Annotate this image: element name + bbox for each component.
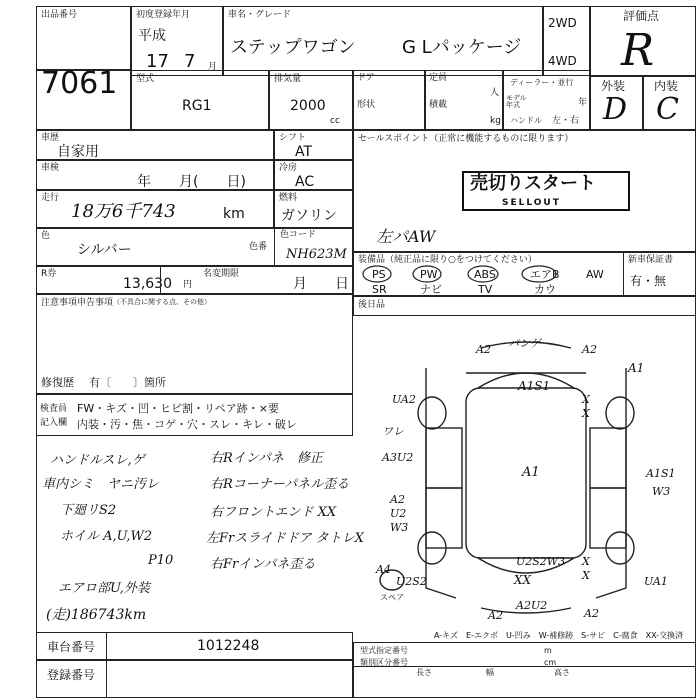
- mark-left-rear-a2: A2: [390, 493, 405, 506]
- registration-era: 平成: [138, 28, 166, 44]
- registration-month-unit: 月: [208, 62, 218, 72]
- spec-hline: [353, 666, 696, 667]
- note-9: 右Rコーナーパネル歪る: [210, 477, 350, 492]
- history-label: 車歴: [41, 133, 60, 143]
- after-items-cell: [353, 296, 696, 316]
- type-designation-label: 型式指定番号: [360, 646, 408, 655]
- equipment-label: 装備品（純正品に限り○をつけてください）: [358, 255, 537, 265]
- shift-value: AT: [295, 144, 313, 160]
- dealer-cell: [503, 70, 590, 130]
- mark-windshield: UA2: [392, 393, 416, 406]
- equip-tv: TV: [478, 283, 493, 296]
- color-code-label: 色番: [249, 242, 268, 252]
- shift-cell: [274, 130, 353, 160]
- model-code-value: RG1: [182, 98, 212, 114]
- exterior-label: 外装: [601, 79, 626, 93]
- displacement-unit: cc: [330, 116, 340, 126]
- mark-rear-right-ua1: UA1: [644, 575, 668, 588]
- mark-left-front-door: A3U2: [382, 451, 414, 464]
- equipment-circles: [353, 252, 696, 296]
- drive-cell: [543, 6, 590, 76]
- mark-front-left: A2: [476, 343, 491, 356]
- inspector-cell: [36, 394, 353, 436]
- note-11: 左Frスライドドア タトレX: [206, 531, 364, 546]
- mileage-unit: km: [223, 206, 245, 222]
- inspection-label: 車検: [41, 163, 60, 173]
- inspector-label-1: 検査員: [40, 404, 68, 414]
- chassis-value: 1012248: [197, 638, 260, 654]
- color-code-value: NH623M: [286, 247, 347, 262]
- cm-unit: cm: [544, 658, 557, 667]
- lot-label: 出品番号: [41, 10, 78, 20]
- color-label: 色: [41, 231, 51, 241]
- equip-pw: PW: [420, 268, 438, 281]
- registration-year: 17: [146, 51, 169, 72]
- mark-rear-left-u2s2: U2S2: [396, 575, 427, 588]
- fuel-value: ガソリン: [281, 208, 337, 224]
- color-code-header: 色コード: [280, 230, 317, 240]
- mark-rear-x-1: X: [582, 555, 590, 568]
- model-year-label: モデル年式: [506, 94, 527, 109]
- sellout-stamp-sub: SELLOUT: [502, 198, 561, 208]
- remarks-label: 注意事項申告事項: [41, 298, 114, 308]
- history-value: 自家用: [57, 144, 99, 160]
- model-grade-cell: [223, 6, 543, 76]
- mark-x-1: X: [582, 393, 590, 406]
- note-7: (走)186743km: [46, 607, 147, 623]
- interior-value: C: [656, 92, 679, 127]
- name-change-value: 月 日: [293, 276, 349, 292]
- mark-hood: A1S1: [518, 379, 551, 393]
- height-label: 高さ: [554, 668, 570, 677]
- fuel-cell: [274, 190, 353, 228]
- model-grade: G Lパッケージ: [402, 37, 522, 58]
- equip-airbag: エアB: [530, 268, 560, 281]
- history-cell: [36, 130, 274, 160]
- fuel-label: 燃料: [279, 193, 298, 203]
- remarks-note: （不具合に関する点、その他）: [113, 298, 211, 306]
- width-label: 幅: [486, 668, 494, 677]
- load-unit: kg: [490, 116, 501, 126]
- mark-front-right-2: A2: [582, 343, 597, 356]
- mark-rear-bumper: A2U2: [516, 599, 548, 612]
- mark-roof: A1: [522, 465, 540, 480]
- mileage-value: 18万6千743: [71, 201, 176, 222]
- note-3: 下廻リS2: [60, 503, 117, 518]
- reg-number-cell: [36, 660, 353, 698]
- mileage-label: 走行: [41, 193, 60, 203]
- mark-front-right: A1: [628, 361, 645, 375]
- score-value: R: [621, 25, 655, 76]
- interior-label: 内装: [654, 79, 679, 93]
- registration-month: 7: [184, 51, 196, 72]
- color-divider: [274, 228, 275, 266]
- tax-value: 13,630: [123, 276, 172, 292]
- capacity-label: 定員: [429, 73, 448, 83]
- model-name: ステップワゴン: [230, 37, 356, 58]
- aircon-value: AC: [295, 174, 315, 190]
- mark-front-bumper: パンゲ: [508, 337, 541, 350]
- displacement-value: 2000: [290, 98, 326, 114]
- chassis-label: 車台番号: [47, 640, 96, 654]
- dealer-label: ディーラー・並行: [510, 78, 574, 87]
- equip-navi: ナビ: [420, 283, 442, 296]
- m-unit: m: [544, 646, 552, 655]
- registration-label: 初度登録年月: [136, 10, 191, 20]
- length-label: 長さ: [416, 668, 432, 677]
- aircon-cell: [274, 160, 353, 190]
- lot-value-cell: [36, 66, 131, 130]
- inspection-cell: [36, 160, 274, 190]
- remarks-cell: [36, 294, 353, 394]
- spare-label: スペア: [380, 593, 404, 602]
- inspector-line-1: FW・キズ・凹・ヒビ割・リペア跡・×要: [77, 402, 279, 415]
- lot-cell: [36, 6, 131, 70]
- sellout-stamp: [462, 171, 630, 211]
- mark-x-2: X: [582, 407, 590, 420]
- score-cell: [590, 6, 696, 76]
- doors-cell: [353, 70, 425, 130]
- repair-value: 有〔 〕箇所: [89, 376, 166, 389]
- shape-label: 形状: [357, 100, 376, 110]
- mark-rear-bumper-right: A2: [584, 607, 599, 620]
- mark-rear-left-a4: A4: [376, 563, 391, 576]
- sales-point-cell: [353, 130, 696, 252]
- bottom-spec-cell: [353, 642, 696, 698]
- warranty-label: 新車保証書: [628, 255, 674, 265]
- mark-rear-glass: U2S2W3: [516, 555, 566, 568]
- aircon-label: 冷房: [279, 163, 298, 173]
- tax-divider: [160, 266, 161, 294]
- exterior-value: D: [603, 92, 628, 127]
- note-12: 右Frインパネ歪る: [210, 557, 316, 572]
- note-4: ホイル A,U,W2: [60, 529, 153, 544]
- equip-sr: SR: [372, 283, 387, 296]
- color-value: シルバー: [77, 242, 132, 258]
- note-10: 右フロントエンド XX: [210, 505, 337, 520]
- mark-rear-xx: XX: [514, 573, 532, 587]
- mark-rear-x-2: X: [582, 569, 590, 582]
- damage-legend: A-キズ E-エクボ U-凹み W-補修跡 S-サビ C-腐食 XX-交換済: [434, 631, 684, 640]
- note-5: P10: [148, 553, 174, 568]
- mark-left-rear-w3: W3: [390, 521, 409, 534]
- reg-number-label: 登録番号: [47, 668, 96, 682]
- chassis-cell: [36, 632, 353, 660]
- model-code-label: 型式: [136, 74, 155, 84]
- interior-cell: [643, 76, 696, 130]
- warranty-value: 有・無: [630, 274, 667, 288]
- name-change-label: 名変期限: [203, 269, 240, 279]
- notes-area: [36, 436, 364, 632]
- lot-number: 7061: [41, 66, 118, 101]
- note-8: 右Rインパネ 修正: [210, 451, 323, 466]
- doors-label: ドア: [357, 73, 375, 83]
- diagram-marks: [356, 318, 696, 628]
- capacity-unit: 人: [490, 88, 500, 98]
- equip-cow: カウ: [534, 283, 556, 296]
- mark-rear-bumper-left: A2: [488, 609, 503, 622]
- displacement-cell: [269, 70, 353, 130]
- tax-label: R券: [41, 269, 57, 279]
- inspection-value: 年 月( 日): [137, 174, 246, 190]
- mark-right-side-w3: W3: [652, 485, 671, 498]
- score-label: 評価点: [623, 9, 660, 23]
- sellout-stamp-text: 売切りスタート: [470, 173, 596, 194]
- sales-point-handwritten: 左パAW: [376, 227, 436, 246]
- note-2: 車内シミ ヤニ汚レ: [42, 477, 160, 492]
- mark-left-rear-u2: U2: [390, 507, 407, 520]
- sales-point-label: セールスポイント（正常に機能するものに限ります）: [358, 134, 574, 144]
- drive-2wd: 2WD: [548, 16, 577, 30]
- shift-label: シフト: [279, 133, 307, 143]
- exterior-cell: [590, 76, 643, 130]
- handle-label: ハンドル: [510, 116, 542, 125]
- note-1: ハンドルスレ,ゲ: [50, 453, 145, 468]
- equip-aw: AW: [586, 268, 604, 281]
- capacity-cell: [425, 70, 503, 130]
- inspector-label-2: 記入欄: [40, 418, 68, 428]
- registration-cell: [131, 6, 223, 76]
- category-label: 類別区分番号: [360, 658, 408, 667]
- tax-cell: [36, 266, 353, 294]
- equip-abs: ABS: [474, 268, 496, 281]
- model-code-cell: [131, 70, 269, 130]
- displacement-label: 排気量: [274, 74, 302, 84]
- load-label: 積載: [429, 100, 448, 110]
- note-6: エアロ部U,外装: [58, 581, 150, 596]
- mark-crack: ワレ: [382, 425, 404, 438]
- drive-4wd: 4WD: [548, 54, 577, 68]
- tax-unit: 円: [183, 280, 193, 290]
- after-items-label: 後日品: [358, 300, 386, 310]
- model-year-unit: 年: [578, 98, 588, 108]
- mileage-cell: [36, 190, 274, 228]
- repair-label: 修復歴: [41, 376, 74, 389]
- inspector-line-2: 内装・汚・焦・コゲ・穴・スレ・キレ・破レ: [77, 418, 297, 431]
- mark-right-side: A1S1: [646, 467, 676, 480]
- equip-ps: PS: [372, 268, 386, 281]
- handle-value: 左・右: [552, 116, 580, 126]
- model-grade-label: 車名・グレード: [228, 10, 292, 20]
